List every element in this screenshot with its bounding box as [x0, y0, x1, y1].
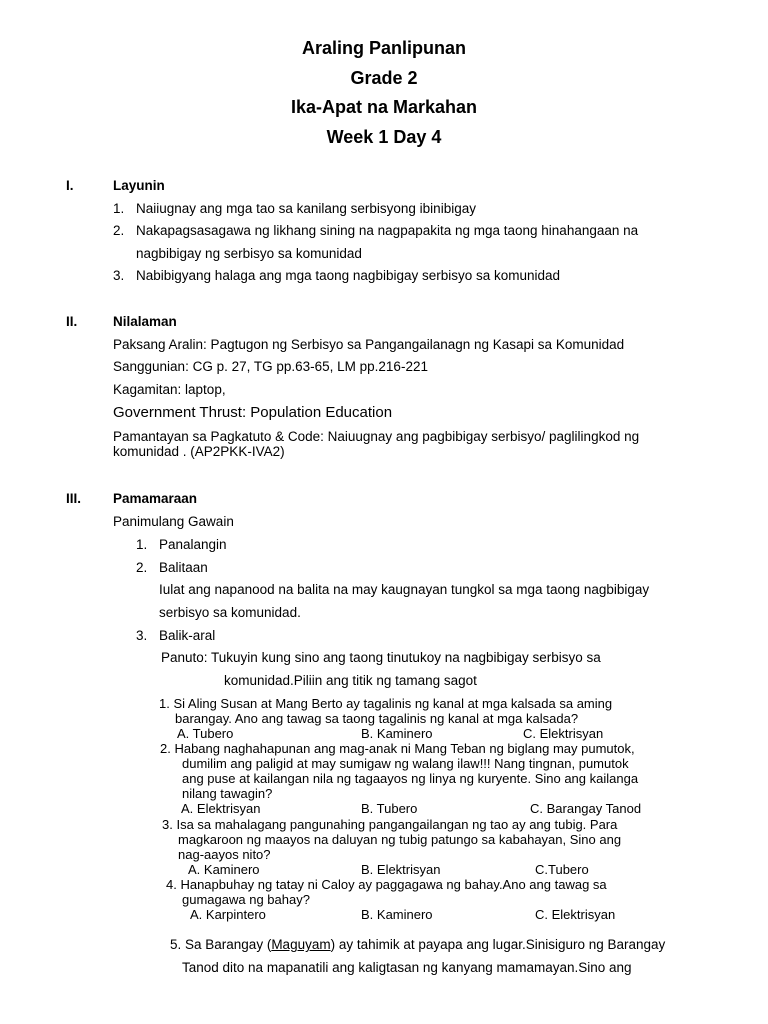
objective-number: 3. [113, 268, 125, 283]
objective-text: Naiiugnay ang mga tao sa kanilang serbisyong ibinibigay [136, 201, 476, 216]
section2-numeral: II. [66, 314, 78, 329]
choice-a: A. Elektrisyan [181, 801, 261, 816]
objective-text: Nabibigyang halaga ang mga taong nagbibigay serbisyo sa komunidad [136, 268, 561, 283]
step-number: 1. [136, 537, 148, 552]
objective-number: 2. [113, 223, 125, 238]
panuto-line2: komunidad.Piliin ang titik ng tamang sagot [224, 673, 477, 688]
step-text: Panalangin [159, 537, 227, 552]
question-line: dumilim ang paligid at may sumigaw ng walang ilaw!!! Nang tingnan, pumutok [182, 756, 629, 771]
choice-c: C. Elektrisyan [535, 907, 616, 922]
step-text: Balik-aral [159, 628, 216, 643]
question-line: gumagawa ng bahay? [182, 892, 310, 907]
week-day-label: Week 1 Day 4 [326, 127, 442, 147]
step-text: Balitaan [159, 560, 208, 575]
kagamitan: Kagamitan: laptop, [113, 382, 226, 397]
paksang-aralin: Paksang Aralin: Pagtugon ng Serbisyo sa Pangangailanagn ng Kasapi sa Komunidad [113, 337, 625, 352]
question-line: ang puse at kailangan nila ng tagaayos ng linya ng kuryente. Sino ang kailanga [182, 771, 639, 786]
objective-number: 1. [113, 201, 125, 216]
section1-numeral: I. [66, 178, 74, 193]
pamantayan-line1: Pamantayan sa Pagkatuto & Code: Naiuugnay ang pagbibigay serbisyo/ paglilingkod ng [113, 429, 640, 444]
choice-b: B. Elektrisyan [361, 862, 441, 877]
balitaan-instruction: Iulat ang napanood na balita na may kaugnayan tungkol sa mga taong nagbibigay [159, 582, 650, 597]
question5-line2: Tanod dito na mapanatili ang kaligtasan ng kanyang mamamayan.Sino ang [182, 960, 632, 975]
question-line: nilang tawagin? [182, 786, 273, 801]
choice-c: C.Tubero [535, 862, 589, 877]
choice-b: B. Kaminero [361, 726, 433, 741]
question-line: 4. Hanapbuhay ng tatay ni Caloy ay paggagawa ng bahay.Ano ang tawag sa [166, 877, 607, 892]
question-line: 1. Si Aling Susan at Mang Berto ay tagalinis ng kanal at mga kalsada sa aming [159, 696, 613, 711]
question5-text-pre: 5. Sa Barangay ( [170, 937, 272, 952]
question-line: nag-aayos nito? [178, 847, 271, 862]
section3-numeral: III. [66, 491, 82, 506]
step-number: 2. [136, 560, 148, 575]
choice-c: C. Barangay Tanod [530, 801, 642, 816]
choice-b: B. Kaminero [361, 907, 433, 922]
question5-text-post: ) ay tahimik at payapa ang lugar.Sinisiguro ng Barangay [330, 937, 666, 952]
choice-a: A. Tubero [177, 726, 234, 741]
section2-heading: Nilalaman [113, 314, 177, 329]
barangay-name: Maguyam [271, 937, 331, 952]
section3-heading: Pamamaraan [113, 491, 198, 506]
pamantayan-line2: komunidad . (AP2PKK-IVA2) [113, 444, 285, 459]
grade-label: Grade 2 [350, 68, 418, 88]
objective-text: Nakapagsasagawa ng likhang sining na nagpapakita ng mga taong hinahangaan na [136, 223, 639, 238]
section1-heading: Layunin [113, 178, 165, 193]
choice-b: B. Tubero [361, 801, 418, 816]
question-line: 2. Habang naghahapunan ang mag-anak ni Mang Teban ng biglang may pumutok, [160, 741, 635, 756]
question5-line1 [170, 937, 665, 952]
panuto-line1: Panuto: Tukuyin kung sino ang taong tinutukoy na nagbibigay serbisyo sa [161, 650, 601, 665]
choice-a: A. Karpintero [190, 907, 266, 922]
sanggunian: Sanggunian: CG p. 27, TG pp.63-65, LM pp.216-221 [113, 359, 428, 374]
choice-a: A. Kaminero [188, 862, 260, 877]
balitaan-instruction-continuation: serbisyo sa komunidad. [159, 605, 301, 620]
panimulang-gawain: Panimulang Gawain [113, 514, 234, 529]
step-number: 3. [136, 628, 148, 643]
question-line: magkaroon ng maayos na daluyan ng tubig patungo sa kabahayan, Sino ang [178, 832, 622, 847]
objective-text-continuation: nagbibigay ng serbisyo sa komunidad [136, 246, 362, 261]
government-thrust: Government Thrust: Population Education [113, 404, 393, 421]
quarter-label: Ika-Apat na Markahan [290, 97, 478, 117]
choice-c: C. Elektrisyan [523, 726, 604, 741]
question-line: barangay. Ano ang tawag sa taong tagalinis ng kanal at mga kalsada? [175, 711, 579, 726]
question-line: 3. Isa sa mahalagang pangunahing pangangailangan ng tao ay ang tubig. Para [162, 817, 618, 832]
document-title: Araling Panlipunan [301, 38, 466, 58]
